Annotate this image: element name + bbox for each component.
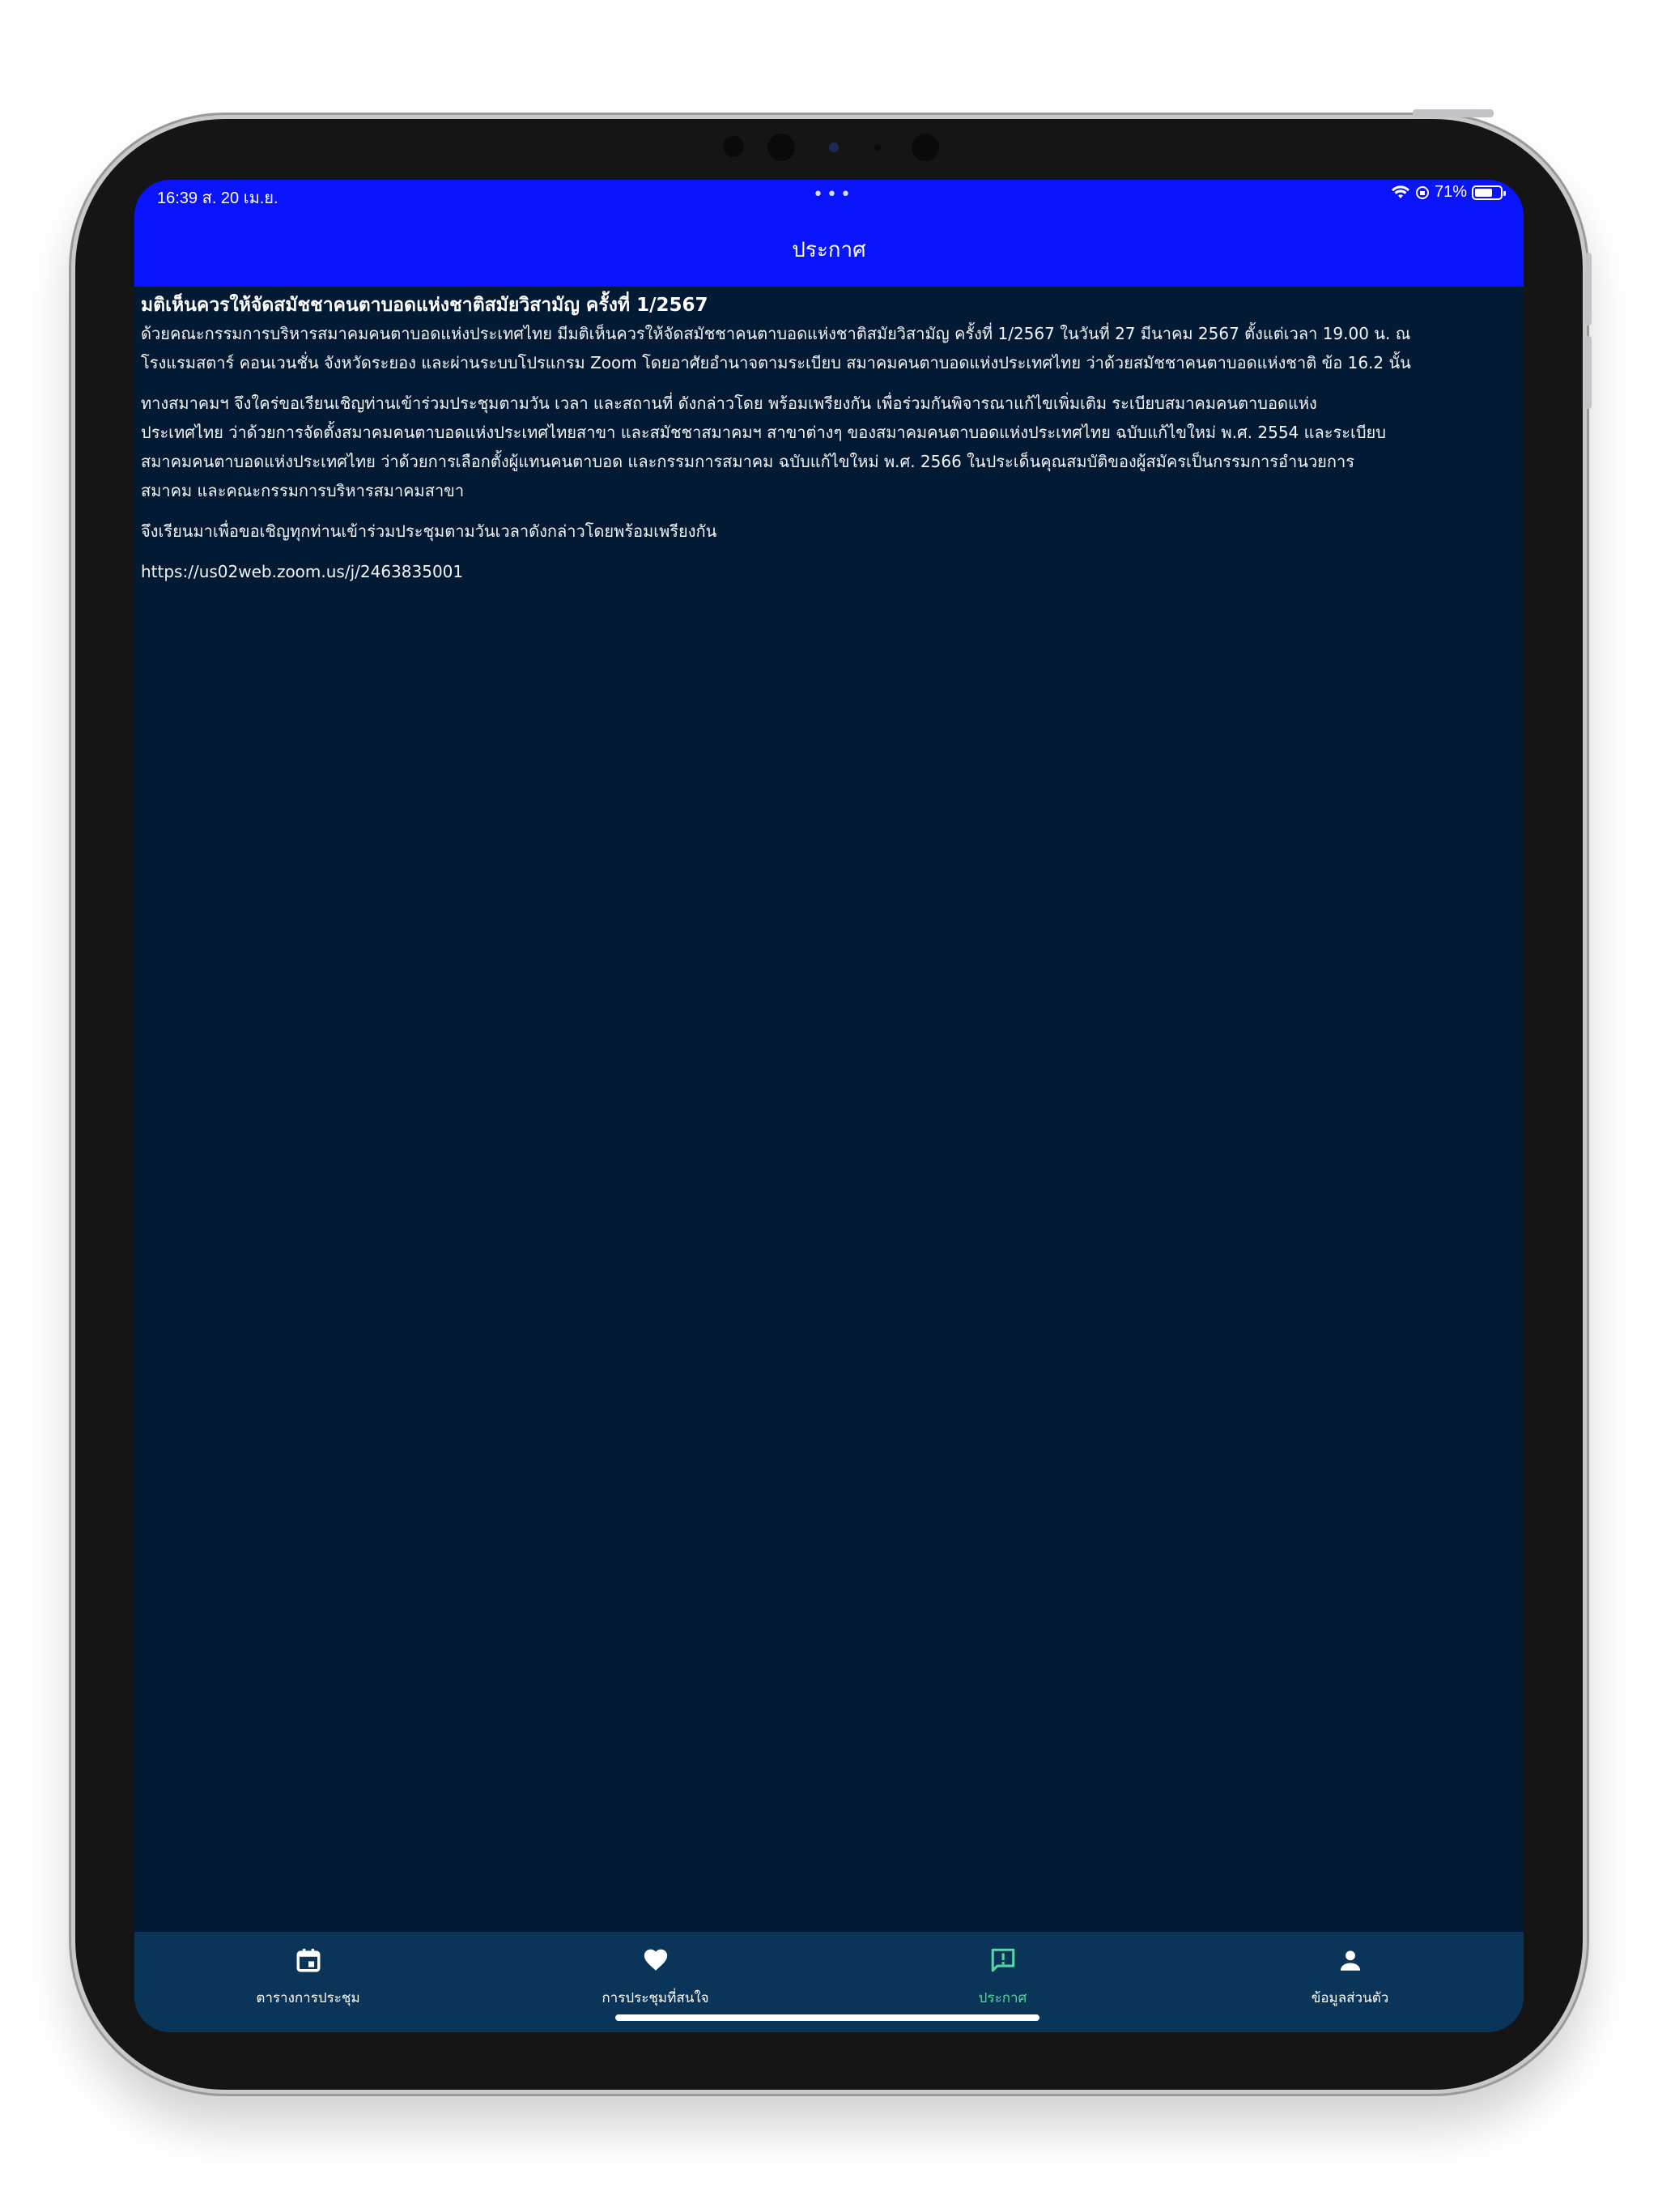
tab-label: ตารางการประชุม: [256, 1990, 360, 2006]
paragraph-line: ทางสมาคมฯ จึงใคร่ขอเรียนเชิญท่านเข้าร่วมประชุมตามวัน เวลา และสถานที่ ดังกล่าวโดย พร้อมเพรียงกัน เพื่อร่วมกันพิจารณาแก้ไขเพิ่มเติม ระเบียบสมาคมคนตาบอดแห่ง: [141, 393, 1317, 413]
announcement-headline: มติเห็นควรให้จัดสมัชชาคนตาบอดแห่งชาติสมัยวิสามัญ ครั้งที่ 1/2567: [141, 295, 708, 316]
top-button: [1413, 109, 1494, 117]
paragraph-line: โรงแรมสตาร์ คอนเวนชั่น จังหวัดระยอง และผ่านระบบโปรแกรม Zoom โดยอาศัยอำนาจตามระเบียบ สมาคมคนตาบอดแห่งประเทศไทย ว่าด้วยสมัชชาคนตาบอดแห่งชาติ ข้อ 16.2 นั้น: [141, 353, 1411, 372]
app-header: [134, 180, 1524, 287]
tab-label: ข้อมูลส่วนตัว: [1311, 1990, 1389, 2006]
paragraph-line: สมาคม และคณะกรรมการบริหารสมาคมสาขา: [141, 481, 465, 500]
battery-percent: 71%: [1434, 183, 1467, 201]
wifi-icon: [1391, 185, 1410, 200]
announcement-content: [141, 291, 1517, 586]
calendar-icon: [295, 1946, 322, 1974]
person-icon: [1337, 1946, 1364, 1974]
tab-label: ประกาศ: [978, 1990, 1027, 2006]
page-title: ประกาศ: [792, 238, 866, 262]
volume-up-button: [1585, 253, 1592, 325]
camera-dot: [767, 134, 795, 161]
home-indicator[interactable]: [615, 2014, 1039, 2021]
camera-dot: [829, 143, 839, 152]
paragraph-line: ประเทศไทย ว่าด้วยการจัดตั้งสมาคมคนตาบอดแห่งประเทศไทยสาขา และสมัชชาสมาคมฯ สาขาต่างๆ ของสมาคมคนตาบอดแห่งประเทศไทย ฉบับแก้ไขใหม่ พ.ศ. 2554 และระเบียบ: [141, 423, 1386, 442]
announcement-icon: [989, 1946, 1017, 1974]
multitasking-dots[interactable]: •••: [813, 185, 854, 205]
orientation-lock-icon: [1415, 185, 1430, 200]
status-indicators: [1391, 183, 1503, 202]
battery-level: [1475, 189, 1492, 197]
status-time: 16:39 ส. 20 เม.ย.: [157, 189, 278, 207]
paragraph-line: สมาคมคนตาบอดแห่งประเทศไทย ว่าด้วยการเลือกตั้งผู้แทนคนตาบอด และกรรมการสมาคม ฉบับแก้ไขใหม่ พ.ศ. 2566 ในประเด็นคุณสมบัติของผู้สมัครเป็นกรรมการอำนวยการ: [141, 452, 1354, 471]
tab-meeting-schedule[interactable]: [134, 1932, 482, 2032]
camera-dot: [874, 144, 881, 151]
zoom-link[interactable]: https://us02web.zoom.us/j/2463835001: [141, 562, 464, 581]
heart-icon: [642, 1946, 670, 1974]
closing-paragraph: จึงเรียนมาเพื่อขอเชิญทุกท่านเข้าร่วมประชุมตามวันเวลาดังกล่าวโดยพร้อมเพรียงกัน: [141, 521, 717, 541]
battery-icon: [1472, 185, 1503, 200]
camera-dot: [912, 134, 939, 161]
paragraph-line: ด้วยคณะกรรมการบริหารสมาคมคนตาบอดแห่งประเทศไทย มีมติเห็นควรให้จัดสมัชชาคนตาบอดแห่งชาติสมัยวิสามัญ ครั้งที่ 1/2567 ในวันที่ 27 มีนาคม 2567 ตั้งแต่เวลา 19.00 น. ณ: [141, 324, 1411, 343]
volume-down-button: [1585, 336, 1592, 409]
app-screen: [134, 180, 1524, 2032]
camera-dot: [723, 136, 744, 157]
tab-label: การประชุมที่สนใจ: [602, 1990, 709, 2006]
tab-profile[interactable]: [1176, 1932, 1524, 2032]
